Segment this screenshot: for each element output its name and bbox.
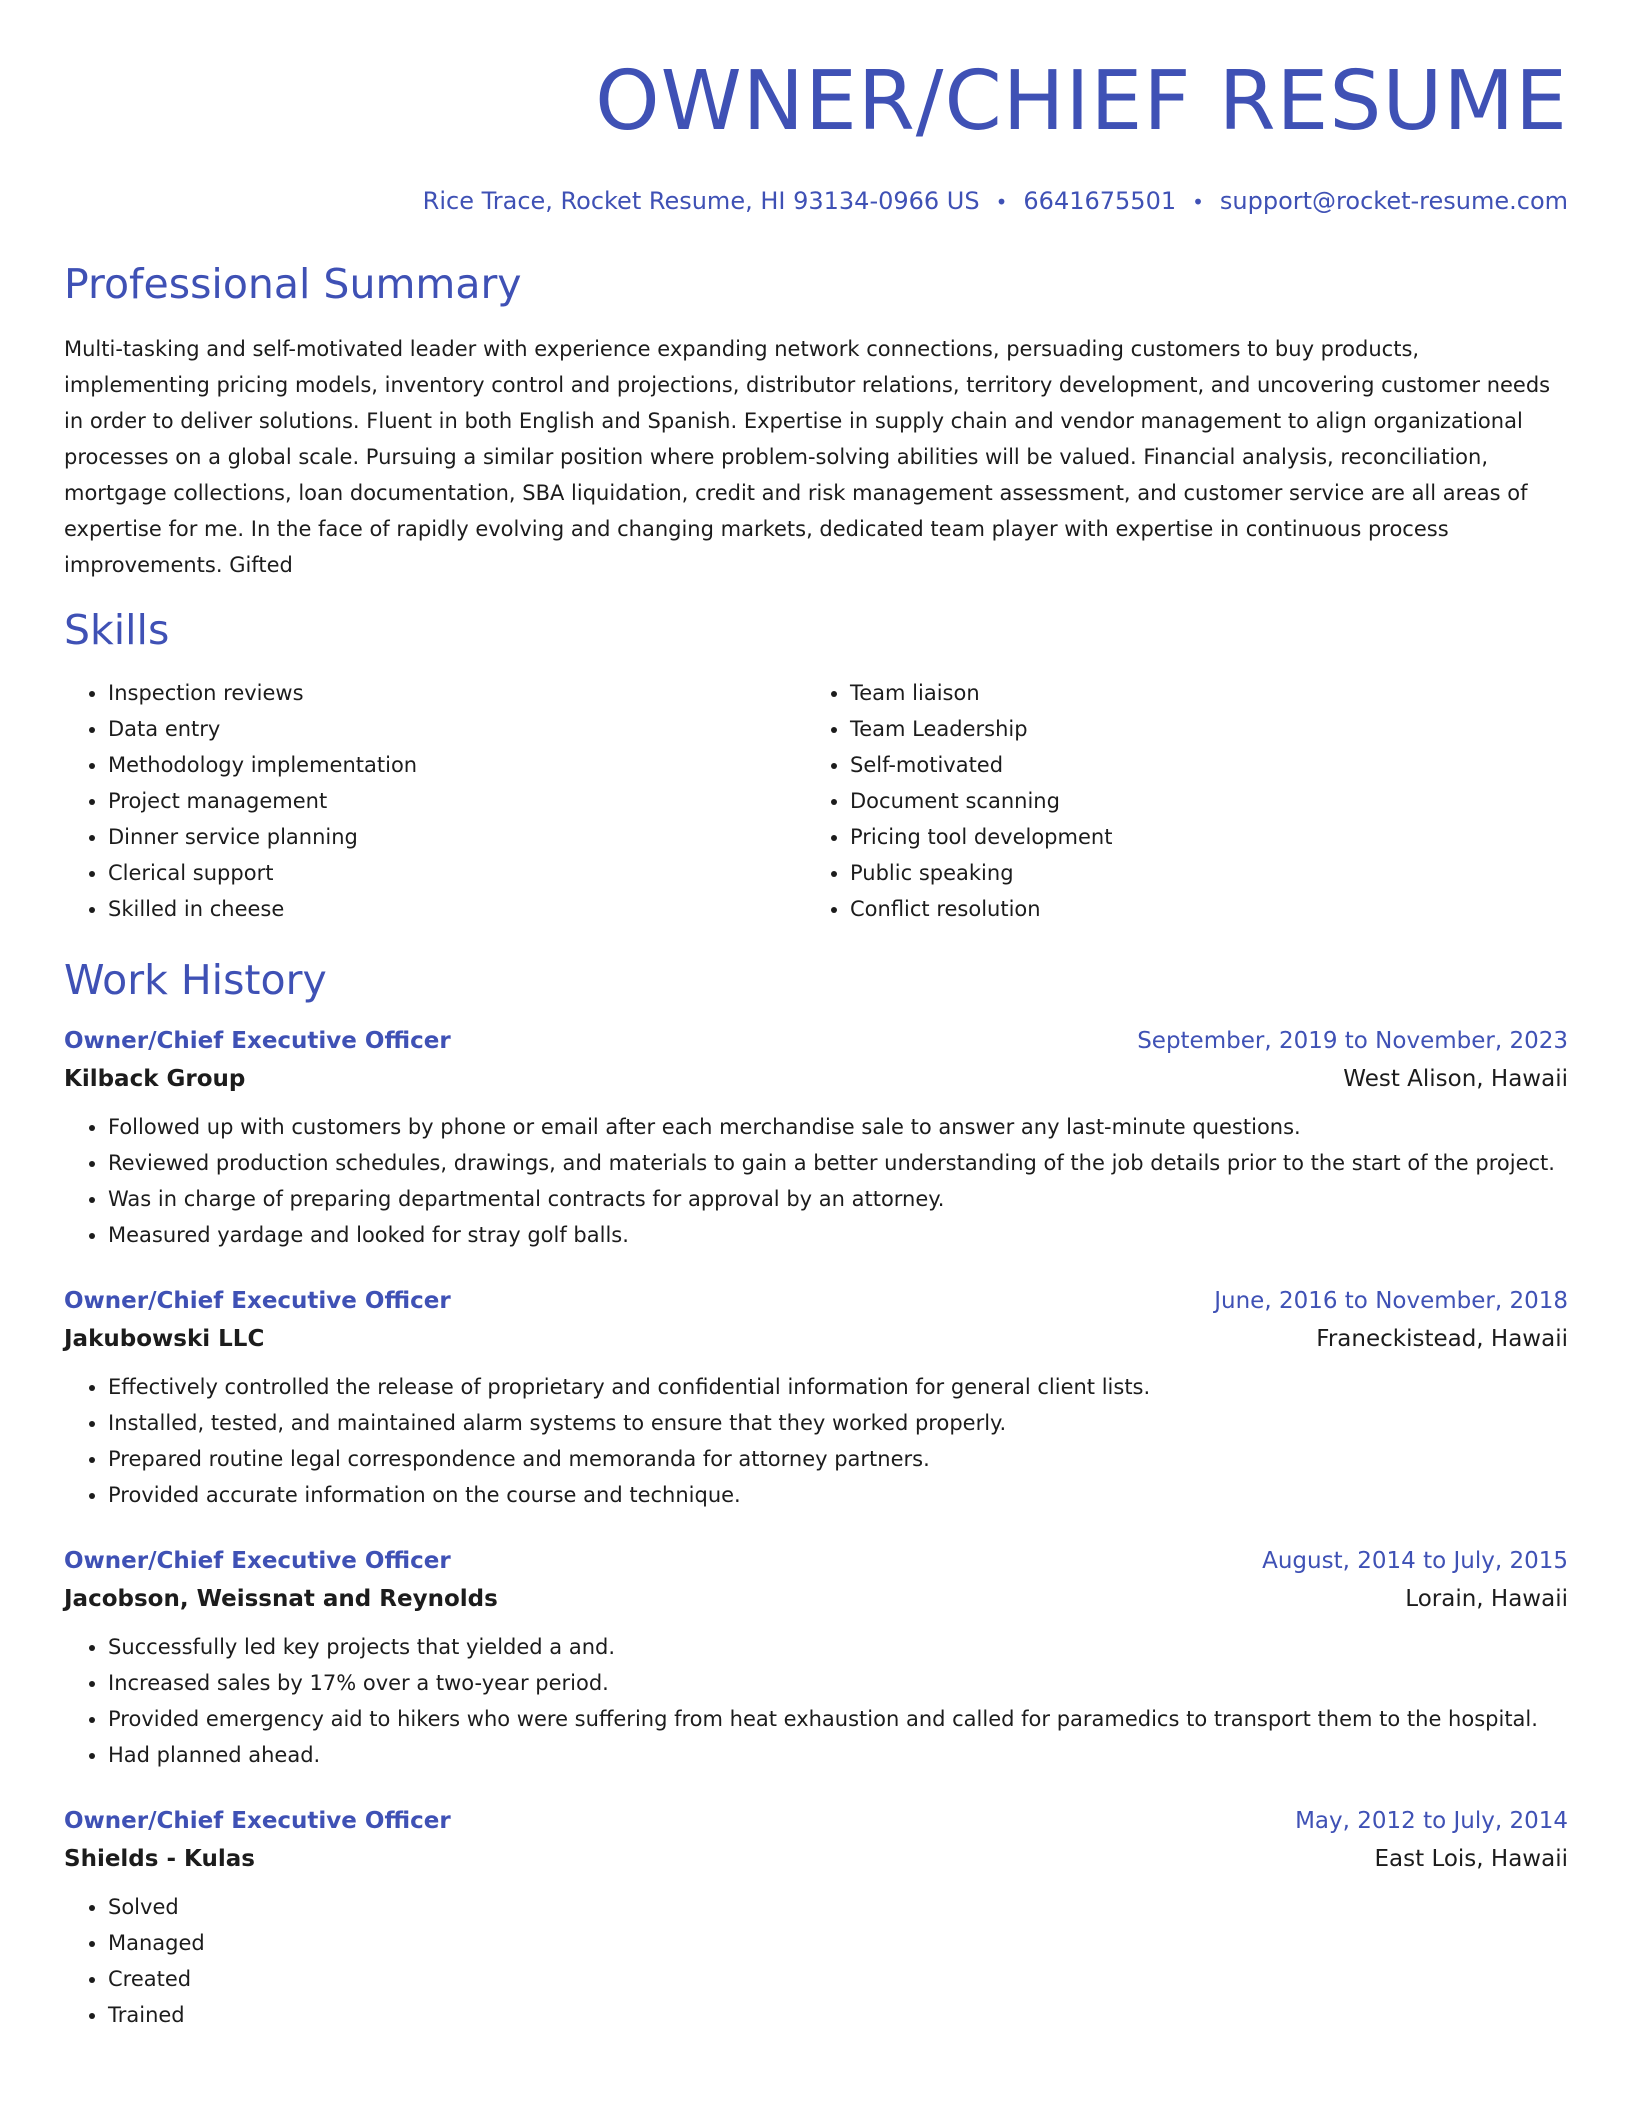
work-history-heading: Work History xyxy=(64,956,327,1004)
job-bullet: • Trained xyxy=(108,1997,1568,2033)
job-dates: August, 2014 to July, 2015 xyxy=(1262,1548,1568,1574)
job-entry xyxy=(64,1803,1568,2033)
skill-item: • Conflict resolution xyxy=(850,891,1548,927)
job-bullet: • Created xyxy=(108,1961,1568,1997)
job-bullet: • Reviewed production schedules, drawings, and materials to gain a better understanding of the job details prior to the start of the project. xyxy=(108,1145,1568,1181)
skills-heading: Skills xyxy=(64,606,170,654)
skill-item: • Public speaking xyxy=(850,855,1548,891)
job-bullet: • Installed, tested, and maintained alarm systems to ensure that they worked properly. xyxy=(108,1405,1568,1441)
job-title: Owner/Chief Executive Officer xyxy=(64,1288,451,1314)
job-dates: May, 2012 to July, 2014 xyxy=(1295,1808,1568,1834)
summary-heading: Professional Summary xyxy=(64,260,522,308)
job-bullet: • Measured yardage and looked for stray golf balls. xyxy=(108,1217,1568,1253)
job-title-row xyxy=(64,1803,1568,1839)
job-bullet: • Followed up with customers by phone or email after each merchandise sale to answer any last-minute questions. xyxy=(108,1109,1568,1145)
skill-item: • Pricing tool development xyxy=(850,819,1548,855)
skill-item: • Clerical support xyxy=(108,855,806,891)
job-entry xyxy=(64,1283,1568,1513)
summary-text: Multi-tasking and self-motivated leader with experience expanding network connections, persuading customers to buy products, implementing pricing models, inventory control and projections, distributor relations, territory development, and uncovering customer needs in order to deliver solutions. Fluent in both English and Spanish. Expertise in supply chain and vendor management to align organizational processes on a global scale. Pursuing a similar position where problem-solving abilities will be valued. Financial analysis, reconciliation, mortgage collections, loan documentation, SBA liquidation, credit and risk management assessment, and customer service are all areas of expertise for me. In the face of rapidly evolving and changing markets, dedicated team player with expertise in continuous process improvements. Gifted xyxy=(64,337,1551,577)
job-company: Kilback Group xyxy=(64,1066,246,1092)
job-title: Owner/Chief Executive Officer xyxy=(64,1028,451,1054)
skills-list-left xyxy=(64,675,806,927)
job-bullet: • Solved xyxy=(108,1889,1568,1925)
contact-phone: 6641675501 xyxy=(1023,187,1177,215)
skill-item: • Skilled in cheese xyxy=(108,891,806,927)
job-entry xyxy=(64,1543,1568,1773)
job-location: East Lois, Hawaii xyxy=(1374,1846,1568,1872)
skill-item: • Team liaison xyxy=(850,675,1548,711)
contact-email: support@rocket-resume.com xyxy=(1219,187,1568,215)
job-title-row xyxy=(64,1543,1568,1579)
contact-separator: • xyxy=(995,190,1008,214)
job-company: Jacobson, Weissnat and Reynolds xyxy=(64,1586,498,1612)
skills-list-right xyxy=(806,675,1548,927)
job-bullets xyxy=(64,1369,1568,1513)
skill-item: • Dinner service planning xyxy=(108,819,806,855)
job-bullets xyxy=(64,1629,1568,1773)
job-bullet: • Effectively controlled the release of proprietary and confidential information for general client lists. xyxy=(108,1369,1568,1405)
job-bullet: • Was in charge of preparing departmental contracts for approval by an attorney. xyxy=(108,1181,1568,1217)
job-company: Jakubowski LLC xyxy=(64,1326,265,1352)
skill-item: • Team Leadership xyxy=(850,711,1548,747)
job-bullet: • Prepared routine legal correspondence and memoranda for attorney partners. xyxy=(108,1441,1568,1477)
job-entry xyxy=(64,1023,1568,1253)
skill-item: • Inspection reviews xyxy=(108,675,806,711)
job-location: Franeckistead, Hawaii xyxy=(1316,1326,1568,1352)
job-location: Lorain, Hawaii xyxy=(1405,1586,1568,1612)
job-company-row xyxy=(64,1319,1568,1359)
resume-name: OWNER/CHIEF RESUME xyxy=(595,54,1568,149)
job-company-row xyxy=(64,1059,1568,1099)
job-bullet: • Increased sales by 17% over a two-year period. xyxy=(108,1665,1568,1701)
skill-item: • Methodology implementation xyxy=(108,747,806,783)
job-bullets xyxy=(64,1889,1568,2033)
job-bullet: • Provided accurate information on the course and technique. xyxy=(108,1477,1568,1513)
job-company-row xyxy=(64,1839,1568,1879)
skill-item: • Data entry xyxy=(108,711,806,747)
job-title: Owner/Chief Executive Officer xyxy=(64,1808,451,1834)
job-bullet: • Managed xyxy=(108,1925,1568,1961)
resume-page xyxy=(64,0,1568,2033)
job-company-row xyxy=(64,1579,1568,1619)
job-title: Owner/Chief Executive Officer xyxy=(64,1548,451,1574)
skill-item: • Self-motivated xyxy=(850,747,1548,783)
job-title-row xyxy=(64,1023,1568,1059)
job-dates: June, 2016 to November, 2018 xyxy=(1214,1288,1568,1314)
resume-header xyxy=(64,0,1568,217)
skill-item: • Project management xyxy=(108,783,806,819)
contact-separator: • xyxy=(1192,190,1204,214)
job-bullet: • Provided emergency aid to hikers who were suffering from heat exhaustion and called for paramedics to transport them to the hospital. xyxy=(108,1701,1568,1737)
contact-address: Rice Trace, Rocket Resume, HI 93134-0966 US xyxy=(422,187,980,215)
job-bullet: • Successfully led key projects that yielded a and. xyxy=(108,1629,1568,1665)
job-bullet: • Had planned ahead. xyxy=(108,1737,1568,1773)
job-dates: September, 2019 to November, 2023 xyxy=(1137,1028,1568,1054)
skills-columns xyxy=(64,675,1568,927)
job-bullets xyxy=(64,1109,1568,1253)
contact-line xyxy=(64,186,1568,217)
job-location: West Alison, Hawaii xyxy=(1343,1066,1568,1092)
job-company: Shields - Kulas xyxy=(64,1846,255,1872)
skill-item: • Document scanning xyxy=(850,783,1548,819)
job-title-row xyxy=(64,1283,1568,1319)
